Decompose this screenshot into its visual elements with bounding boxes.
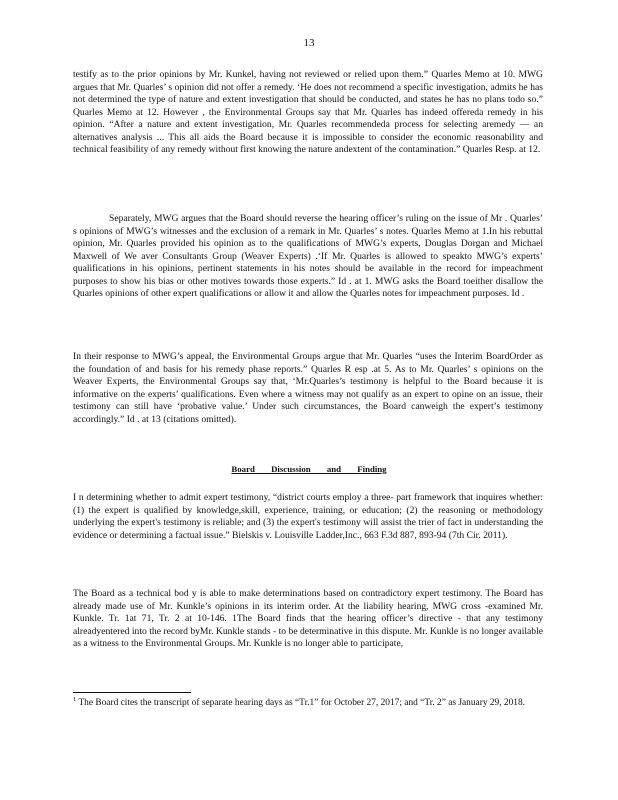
footnote-divider: [73, 692, 191, 693]
paragraph-board-technical-body: The Board as a technical bod y is able to make determinations based on contradictory expert testimony. The Board has already made use of Mr. Kunkle’s opinions in its interim order. At the liability hearing, MWG cross -examined Mr. Kunkle. Tr. 1at 71, Tr. 2 at 10-146. 1The Board finds that the hearing officer’s directive - that any testimony alreadyentered into the record byMr. Kunkle stands - to be determinative in this dispute. Mr. Kunkle is no longer available as a witness to the Environmental Groups. Mr. Kunkle is no longer able to participate,: [73, 588, 543, 649]
paragraph-mwg-reverse-ruling: Separately, MWG argues that the Board should reverse the hearing officer’s ruling on the issue of Mr . Quarles’ s opinions of MWG’s witnesses and the exclusion of a remark in Mr. Quarles’ s notes. Quarles Memo at 1.In his rebuttal opinion, Mr. Quarles provided his opinion as to the qualifications of MWG’s experts, Douglas Dorgan and Michael Maxwell of We aver Consultants Group (Weaver Experts) .‘If Mr. Quarles is allowed to speakto MWG’s experts’ qualifications in his opinions, pertinent statements in his notes should be available in the record for impeachment purposes to show his bias or other motives towards those experts.” Id . at 1. MWG asks the Board toeither disallow the Quarles opinions of other expert qualifications or allow it and allow the Quarles notes for impeachment purposes. Id .: [73, 213, 543, 299]
paragraph-quarles-remedy: testify as to the prior opinions by Mr. Kunkel, having not reviewed or relied upon them.” Quarles Memo at 10. MWG argues that Mr. Quarles’ s opinion did not offer a remedy. ‘He does not recommend a specific investigation, admits he has not determined the type of nature and extent investigation that should be conducted, and states he has no plans todo so.” Quarles Memo at 12. However , the Environmental Groups say that Mr. Quarles has indeed offereda remedy in his opinion. “After a nature and extent investigation, Mr. Quarles recommendeda process for selecting aremedy — an alternatives analysis ... This all aids the Board because it is impossible to consider the economic reasonability and technical feasibility of any remedy without first knowing the nature andextent of the contamination.” Quarles Resp. at 12.: [73, 69, 543, 155]
footnote-marker: 1: [73, 695, 77, 703]
paragraph-expert-testimony-framework: I n determining whether to admit expert testimony, “district courts employ a three- part framework that inquires whether: (1) the expert is qualified by knowledge,skill, experience, training, or education; (2) the reasoning or methodology underlying the expert's testimony is reliable; and (3) the expert's testimony will assist the trier of fact in understanding the evidence or determining a factual issue.” Bielskis v. Louisville Ladder,Inc., 663 F.3d 887, 893-94 (7th Cir. 2011).: [73, 492, 543, 541]
section-heading: Board Discussion and Finding: [231, 464, 387, 474]
footnote: [73, 697, 543, 710]
paragraph-environmental-groups-response: In their response to MWG’s appeal, the Environmental Groups argue that Mr. Quarles “uses the Interim BoardOrder as the foundation of and basis for his remedy phase reports.” Quarles R esp .at 5. As to Mr. Quarles’ s opinions on the Weaver Experts, the Environmental Groups say that, ‘Mr.Quarles’s testimony is helpful to the Board because it is informative on the experts’ qualifications. Even where a witness may not qualify as an expert to opine on an issue, their testimony can still have ‘probative value.’ Under such circumstances, the Board canweigh the expert’s testimony accordingly.” Id . at 13 (citations omitted).: [73, 351, 543, 425]
footnote-text: The Board cites the transcript of separate hearing days as “Tr.1” for October 27, 2017; and “Tr. 2” as January 29, 2018.: [78, 698, 526, 708]
page-number: 13: [303, 37, 315, 49]
